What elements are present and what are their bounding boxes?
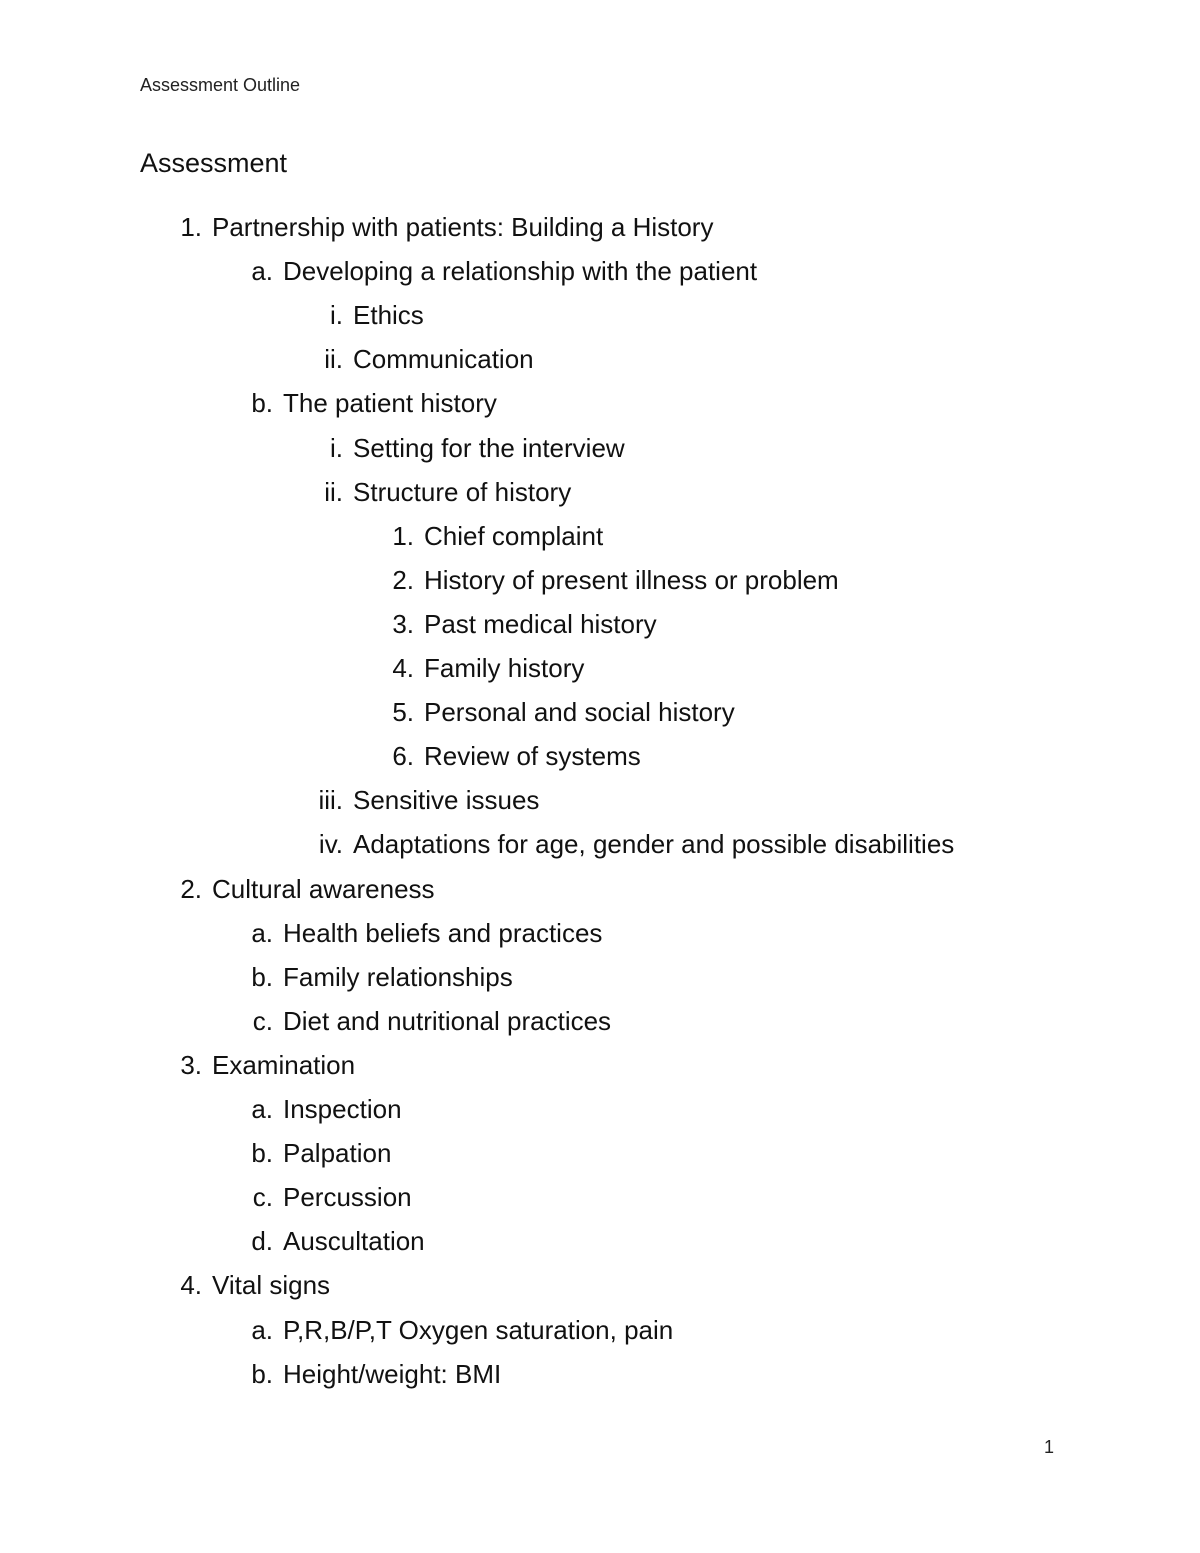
outline-item-marker: 4. [180,1270,202,1301]
outline-item-text: Vital signs [212,1270,331,1301]
outline-item-text: Communication [353,344,534,375]
outline-item-text: Developing a relationship with the patient [283,256,758,287]
outline-item-marker: b. [251,1138,273,1169]
outline-item-text: History of present illness or problem [424,564,839,595]
outline-item-text: Family history [424,653,585,683]
outline-item-marker: b. [251,388,273,419]
outline-item-marker: a. [251,1314,273,1345]
outline-item-marker: 1. [392,520,414,551]
outline-item-marker: 2. [180,873,202,904]
outline-item-text: Health beliefs and practices [283,917,603,948]
outline-item-text: Inspection [283,1094,402,1124]
outline-item-marker: 5. [392,697,414,728]
outline-item-text: Auscultation [283,1226,425,1257]
outline-item-marker: 2. [392,564,414,595]
outline-item-marker: 3. [180,1049,202,1080]
outline-item-text: Chief complaint [424,520,604,551]
outline-item-marker: ii. [324,476,343,507]
outline-item-text: Height/weight: BMI [283,1358,502,1389]
outline-item-marker: 3. [392,608,414,639]
outline-item-marker: b. [251,961,273,992]
page-number: 1 [1044,1437,1055,1457]
outline-item-marker: a. [251,256,273,287]
outline-item-text: Past medical history [424,608,657,639]
outline-item-marker: iv. [318,829,343,860]
outline-item-marker: 6. [392,741,414,772]
outline-item-text: Palpation [283,1138,392,1169]
outline-item-marker: 1. [180,212,202,242]
document-title: Assessment [140,148,288,178]
outline-item-text: Setting for the interview [353,432,625,463]
outline-item-marker: iii. [318,785,343,816]
outline-item-text: P,R,B/P,T Oxygen saturation, pain [283,1314,674,1345]
page-header: Assessment Outline [140,75,301,95]
outline-item-marker: i. [330,300,343,331]
outline-item-text: Adaptations for age, gender and possible disabilities [353,829,955,860]
outline-item-text: Diet and nutritional practices [283,1005,612,1036]
outline-item-marker: c. [252,1005,273,1036]
outline-item-text: Personal and social history [424,697,735,728]
outline-item-text: Cultural awareness [212,873,435,904]
outline-item-text: Review of systems [424,741,641,772]
outline-item-marker: a. [251,917,273,948]
outline-item-marker: i. [330,432,343,463]
outline-item-text: Partnership with patients: Building a History [212,212,714,242]
outline-item-marker: a. [251,1094,273,1124]
outline-item-text: Structure of history [353,476,572,507]
outline-item-marker: 4. [392,653,414,683]
outline-item-text: Sensitive issues [353,785,540,816]
outline-item-marker: ii. [324,344,343,375]
outline-item-marker: d. [251,1226,273,1257]
outline-item-text: Percussion [283,1182,412,1213]
outline-item-marker: c. [252,1182,273,1213]
outline-item-text: The patient history [283,388,497,419]
outline-item-marker: b. [251,1358,273,1389]
outline-item-text: Examination [212,1049,356,1080]
outline-item-text: Family relationships [283,961,513,992]
outline-item-text: Ethics [353,300,424,331]
